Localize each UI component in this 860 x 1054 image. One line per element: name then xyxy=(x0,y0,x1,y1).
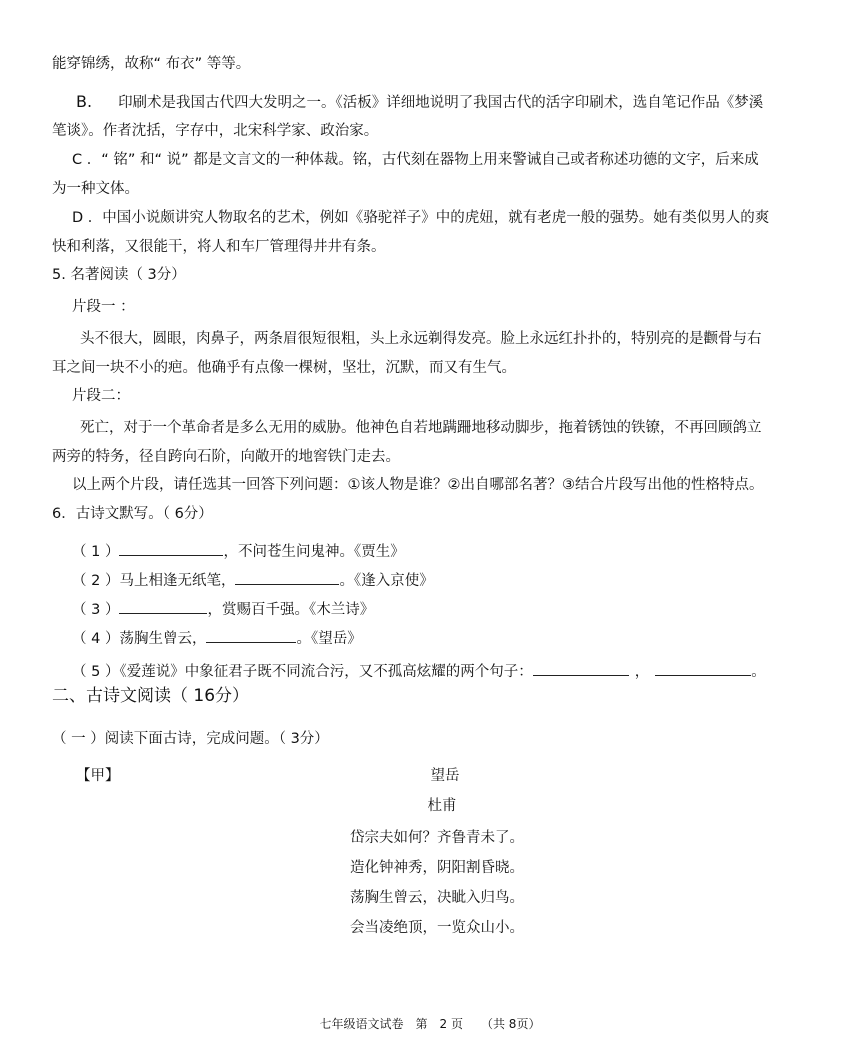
fragment-2-text: 两旁的特务，径自跨向石阶，向敞开的地窖铁门走去。 xyxy=(52,449,400,465)
text-line: 能穿锦绣，故称“ 布衣” 等等。 xyxy=(52,56,251,72)
answer-blank[interactable] xyxy=(119,540,223,556)
answer-blank[interactable] xyxy=(235,569,339,585)
dictation-item-4: （ 4 ）荡胸生曾云， 。《望岳》 xyxy=(72,627,860,649)
poem-verse: 造化钟神秀，阴阳割昏晓。 xyxy=(350,860,524,876)
poem-author: 杜甫 xyxy=(427,798,457,814)
option-text: 印刷术是我国古代四大发明之一。《活板》详细地说明了我国古代的活字印刷术，选自笔记作品《梦溪 xyxy=(118,95,764,111)
fragment-1-text: 耳之间一块不小的疤。他确乎有点像一棵树，坚壮，沉默，而又有生气。 xyxy=(52,360,516,376)
fragment-1-label: 片段一 ： xyxy=(72,299,135,315)
poem-verse: 荡胸生曾云，决眦入归鸟。 xyxy=(350,890,524,906)
poem-label-jia: 【甲】 xyxy=(76,768,120,784)
poem-title: 望岳 xyxy=(430,768,460,784)
dictation-item-5: （ 5 ）《爱莲说》中象征君子既不同流合污，又不孤高炫耀的两个句子： ， 。 xyxy=(72,660,860,682)
fragment-2-text: 死亡，对于一个革命者是多么无用的威胁。他神色自若地蹒跚地移动脚步，拖着锈蚀的铁镣，不再回顾鸽立 xyxy=(80,420,762,436)
subsection-1-heading: （ 一 ）阅读下面古诗，完成问题。（ 3分） xyxy=(52,731,329,747)
page-footer: 七年级语文试卷 第 2 页 （共 8页） xyxy=(319,1017,541,1031)
question-6-heading: 6．古诗文默写。（ 6分） xyxy=(52,506,213,522)
answer-blank[interactable] xyxy=(206,627,296,643)
dictation-item-3: （ 3 ） ，赏赐百千强。《木兰诗》 xyxy=(72,598,860,620)
poem-verse: 会当凌绝顶，一览众山小。 xyxy=(350,920,524,936)
option-c: C ．“ 铭” 和“ 说” 都是文言文的一种体裁。铭，古代刻在器物上用来警诫自己或者称述功德的文字，后来成 xyxy=(72,152,759,168)
answer-blank[interactable] xyxy=(655,660,751,676)
option-d: D ．中国小说颇讲究人物取名的艺术，例如《骆驼祥子》中的虎妞，就有老虎一般的强势。她有类似男人的爽 xyxy=(72,210,770,226)
text-line: 快和利落，又很能干，将人和车厂管理得井井有条。 xyxy=(52,239,386,255)
section-2-heading: 二、古诗文阅读（ 16分） xyxy=(52,686,250,706)
text-line: 为一种文体。 xyxy=(52,181,139,197)
question-5-task: 以上两个片段，请任选其一回答下列问题：①该人物是谁？②出自哪部名著？③结合片段写出他的性格特点。 xyxy=(72,477,764,493)
answer-blank[interactable] xyxy=(119,598,207,614)
fragment-1-text: 头不很大，圆眼，肉鼻子，两条眉很短很粗，头上永远剃得发亮。脸上永远红扑扑的，特别亮的是颧骨与右 xyxy=(80,331,762,347)
option-b xyxy=(76,92,860,113)
dictation-item-2: （ 2 ）马上相逢无纸笔， 。《逢入京使》 xyxy=(72,569,860,591)
fragment-2-label: 片段二： xyxy=(72,388,130,404)
answer-blank[interactable] xyxy=(533,660,629,676)
dictation-item-1: （ 1 ） ，不问苍生问鬼神。《贾生》 xyxy=(72,540,860,562)
text-line: 笔谈》。作者沈括，字存中，北宋科学家、政治家。 xyxy=(52,123,379,139)
poem-verse: 岱宗夫如何？齐鲁青未了。 xyxy=(350,830,524,846)
option-letter: B. xyxy=(76,92,93,111)
question-5-heading: 5. 名著阅读（ 3分） xyxy=(52,267,186,283)
